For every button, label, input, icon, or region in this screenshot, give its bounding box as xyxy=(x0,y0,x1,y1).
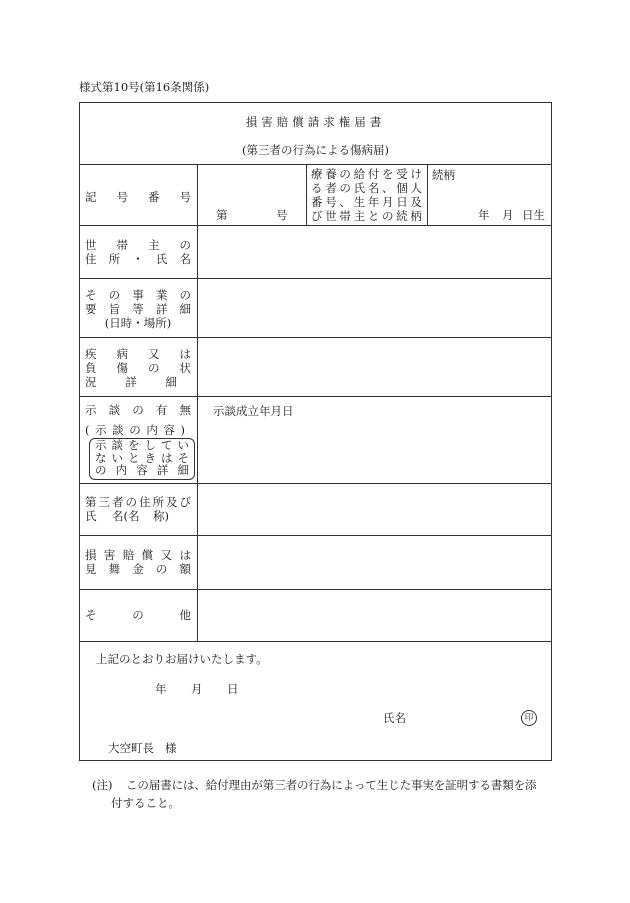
third-party-line-2 xyxy=(85,509,191,523)
householder-line-1: 世 帯 主 の xyxy=(85,238,191,252)
injury-line-3: 況 詳 細 xyxy=(85,375,177,389)
hline-3 xyxy=(79,337,552,338)
row-label-injury xyxy=(85,347,191,389)
business-line-1: そ の 事 業 の xyxy=(85,288,191,302)
number-go: 号 xyxy=(276,208,288,222)
hline-1 xyxy=(79,225,552,226)
date-month: 月 xyxy=(191,682,203,696)
row-label-third-party xyxy=(85,495,191,523)
bracket-line-2: な い と き は そ xyxy=(95,450,189,465)
date-day: 日 xyxy=(227,682,239,696)
bracket-line-1: 示 談 を し て い xyxy=(95,438,189,452)
settlement-bracket-text xyxy=(95,439,189,477)
name-label: 氏名 xyxy=(383,711,406,725)
insured-label xyxy=(311,167,422,223)
birth-month: 月 xyxy=(502,208,514,222)
hline-header xyxy=(79,164,552,165)
seal-mark: 印 xyxy=(521,710,537,726)
row-label-number xyxy=(85,190,191,204)
form-title: 損害賠償請求権届書 xyxy=(245,115,386,129)
business-sub: (日時・場所) xyxy=(104,316,172,330)
settlement-line-1: 示 談 の 有 無 xyxy=(85,403,191,417)
form-number: 様式第10号(第16条関係) xyxy=(79,80,210,94)
hline-8 xyxy=(79,641,552,642)
settlement-line-2: ( 示 談 の 内 容 ) xyxy=(85,423,185,437)
third-party-sho: 称) xyxy=(153,509,169,523)
third-party-shi: 氏 xyxy=(85,509,97,523)
third-party-mei: 名(名 xyxy=(112,509,140,523)
birth-year: 年 xyxy=(478,208,490,222)
statement-text: 上記のとおりお届けいたします。 xyxy=(96,652,268,666)
addressee-honorific: 様 xyxy=(165,741,177,755)
date-year: 年 xyxy=(155,682,167,696)
row-label-householder xyxy=(85,238,191,266)
hline-4 xyxy=(79,396,552,397)
insured-line-4: び 世 帯 主 と の 続 柄 xyxy=(311,209,422,223)
addressee: 大空町長 xyxy=(108,741,154,755)
compensation-line-1: 損 害 賠 償 又 は xyxy=(85,548,191,562)
third-party-line-1: 第 三 者 の 住 所 及 び xyxy=(85,495,191,509)
form-subtitle: (第三者の行為による傷病届) xyxy=(242,143,389,157)
bracket-line-3: の 内 容 詳 細 xyxy=(95,463,189,477)
number-dai: 第 xyxy=(216,208,228,222)
vline-number-right xyxy=(306,164,307,225)
relation-label: 続柄 xyxy=(432,168,455,182)
note-line-1: この届書には、給付理由が第三者の行為によって生じた事実を証明する書類を添 xyxy=(126,778,537,792)
other-label: そ の 他 xyxy=(85,608,191,622)
row-label-other xyxy=(85,608,191,622)
business-line-2: 要 旨 等 詳 細 xyxy=(85,302,191,316)
compensation-line-2: 見 舞 金 の 額 xyxy=(85,562,191,576)
vline-label-column xyxy=(197,164,198,641)
hline-6 xyxy=(79,535,552,536)
insured-line-1: 療 養 の 給 付 を 受 け xyxy=(311,167,422,181)
insured-line-2: る 者 の 氏 名 、 個 人 xyxy=(311,181,422,195)
note-line-2: 付すること。 xyxy=(111,796,180,810)
label-number-text: 記 号 番 号 xyxy=(85,190,191,204)
row-label-compensation xyxy=(85,548,191,576)
row-label-settlement xyxy=(85,403,191,437)
injury-line-2: 負 傷 の 状 xyxy=(85,361,191,375)
hline-7 xyxy=(79,589,552,590)
birth-day: 日生 xyxy=(522,208,545,222)
row-label-business xyxy=(85,288,191,330)
householder-line-2: 住 所 ・ 氏 名 xyxy=(85,252,191,266)
settlement-date-label: 示談成立年月日 xyxy=(213,404,294,418)
hline-2 xyxy=(79,278,552,279)
injury-line-1: 疾 病 又 は xyxy=(85,347,191,361)
hline-5 xyxy=(79,483,552,484)
vline-insured-right xyxy=(427,164,428,225)
insured-line-3: 番 号 、 生 年 月 日 及 xyxy=(311,195,422,209)
note-label: (注) xyxy=(92,778,113,792)
